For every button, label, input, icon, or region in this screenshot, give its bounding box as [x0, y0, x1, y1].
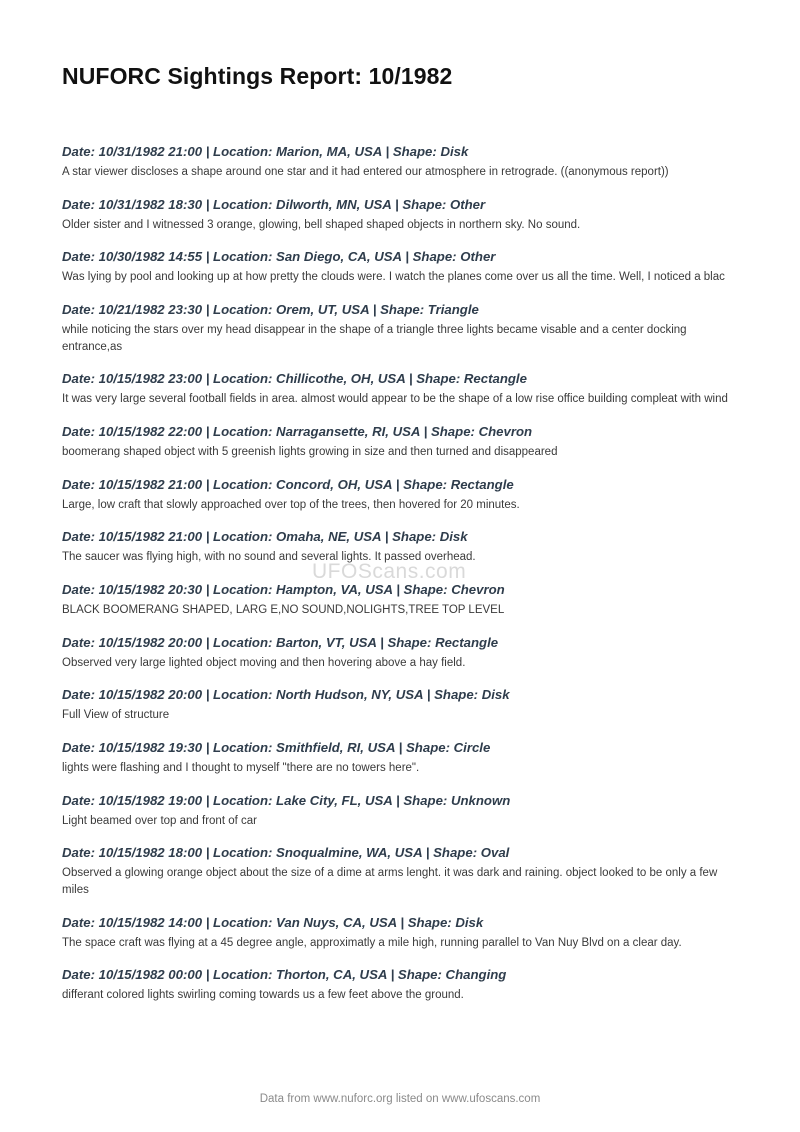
entry-heading: Date: 10/15/1982 19:00 | Location: Lake City, FL, USA | Shape: Unknown [62, 792, 511, 808]
entry-heading: Date: 10/21/1982 23:30 | Location: Orem, UT, USA | Shape: Triangle [62, 302, 479, 318]
list-item [62, 966, 738, 1004]
entry-description: Was lying by pool and looking up at how pretty the clouds were. I watch the planes come over us all the time. Well, I noticed a blac [62, 271, 725, 284]
entry-heading: Date: 10/15/1982 14:00 | Location: Van Nuys, CA, USA | Shape: Disk [62, 914, 484, 930]
entry-heading: Date: 10/15/1982 19:30 | Location: Smithfield, RI, USA | Shape: Circle [62, 740, 491, 756]
list-item [62, 844, 738, 898]
entry-description: Observed very large lighted object moving and then hovering above a hay field. [62, 656, 466, 669]
list-item [62, 528, 738, 566]
list-item [62, 248, 738, 286]
entry-description: A star viewer discloses a shape around one star and it had entered our atmosphere in retrograde. ((anonymous report)) [62, 166, 669, 178]
list-item [62, 423, 738, 461]
entry-description: differant colored lights swirling coming towards us a few feet above the ground. [62, 989, 464, 1002]
list-item [62, 686, 738, 724]
entry-description: boomerang shaped object with 5 greenish lights growing in size and then turned and disappeared [62, 445, 558, 458]
entry-heading: Date: 10/15/1982 20:00 | Location: Barton, VT, USA | Shape: Rectangle [62, 634, 499, 650]
entry-heading: Date: 10/15/1982 00:00 | Location: Thorton, CA, USA | Shape: Changing [62, 967, 507, 983]
entry-description: Observed a glowing orange object about the size of a dime at arms lenght. it was dark and raining. object looked to be only a few miles [62, 867, 718, 896]
list-item [62, 634, 738, 672]
entry-heading: Date: 10/15/1982 21:00 | Location: Omaha, NE, USA | Shape: Disk [62, 529, 468, 545]
sightings-list [62, 143, 738, 1019]
entry-heading: Date: 10/31/1982 21:00 | Location: Marion, MA, USA | Shape: Disk [62, 144, 469, 159]
entry-description: Older sister and I witnessed 3 orange, glowing, bell shaped shaped objects in northern sky. No sound. [62, 218, 581, 231]
entry-description: The space craft was flying at a 45 degree angle, approximatly a mile high, running parallel to Van Nuy Blvd on a clear day. [62, 936, 682, 949]
entry-heading: Date: 10/15/1982 20:30 | Location: Hampton, VA, USA | Shape: Chevron [62, 582, 505, 597]
entry-description: Full View of structure [62, 709, 170, 722]
entry-heading: Date: 10/31/1982 18:30 | Location: Dilworth, MN, USA | Shape: Other [62, 196, 486, 212]
entry-description: It was very large several football fields in area. almost would appear to be the shape of a low rise office building compleat with wind [62, 393, 728, 406]
entry-description: The saucer was flying high, with no sound and several lights. It passed overhead. [62, 551, 476, 564]
entry-heading: Date: 10/15/1982 22:00 | Location: Narragansette, RI, USA | Shape: Chevron [62, 423, 533, 439]
list-item [62, 792, 738, 830]
entry-description: lights were flashing and I thought to myself "there are no towers here". [62, 762, 420, 775]
list-item [62, 914, 738, 952]
entry-heading: Date: 10/15/1982 21:00 | Location: Concord, OH, USA | Shape: Rectangle [62, 476, 514, 492]
page-title: NUFORC Sightings Report: 10/1982 [62, 63, 453, 89]
list-item [62, 581, 738, 619]
list-item [62, 143, 738, 181]
list-item [62, 196, 738, 234]
list-item [62, 739, 738, 777]
entry-description: Large, low craft that slowly approached over top of the trees, then hovered for 20 minutes. [62, 498, 520, 511]
list-item [62, 476, 738, 514]
entry-heading: Date: 10/15/1982 20:00 | Location: North Hudson, NY, USA | Shape: Disk [62, 687, 510, 703]
list-item [62, 370, 738, 408]
entry-heading: Date: 10/15/1982 18:00 | Location: Snoqualmine, WA, USA | Shape: Oval [62, 845, 510, 861]
entry-heading: Date: 10/15/1982 23:00 | Location: Chillicothe, OH, USA | Shape: Rectangle [62, 371, 527, 387]
entry-description: while noticing the stars over my head disappear in the shape of a triangle three lights became visable and a center docking entrance,as [62, 324, 687, 353]
entry-description: Light beamed over top and front of car [62, 814, 257, 827]
watermark: UFOScans.com [312, 560, 467, 583]
list-item [62, 301, 738, 355]
entry-description: BLACK BOOMERANG SHAPED, LARG E,NO SOUND,NOLIGHTS,TREE TOP LEVEL [62, 604, 505, 616]
entry-heading: Date: 10/30/1982 14:55 | Location: San Diego, CA, USA | Shape: Other [62, 249, 496, 265]
footer-credit: Data from www.nuforc.org listed on www.ufoscans.com [259, 1093, 541, 1105]
